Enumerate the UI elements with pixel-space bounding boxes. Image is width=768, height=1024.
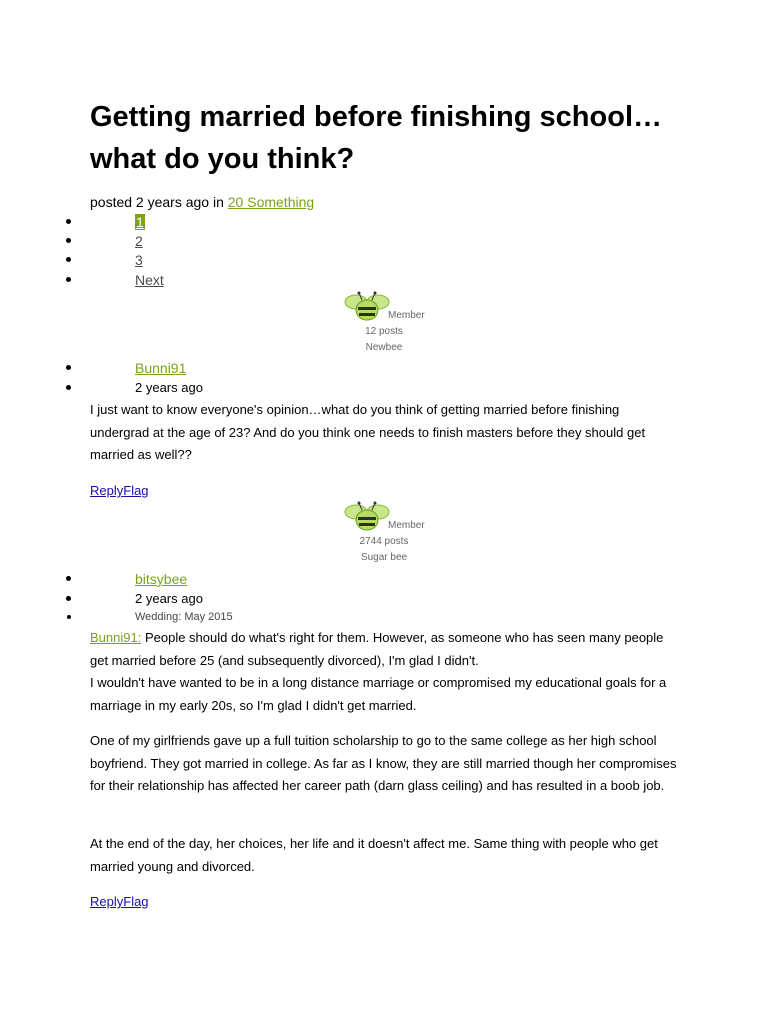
category-link[interactable]: 20 Something — [227, 194, 315, 210]
bullet-icon — [66, 257, 71, 262]
reply-actions — [90, 482, 149, 500]
author-card — [338, 500, 438, 570]
page-3-link[interactable]: 3 — [135, 252, 143, 268]
posted-prefix: posted 2 years ago in — [90, 194, 224, 210]
next-page-link[interactable]: Next — [135, 272, 164, 288]
reply-link[interactable]: Reply — [90, 483, 124, 498]
wedding-date: Wedding: May 2015 — [135, 611, 233, 623]
bullet-icon — [66, 238, 71, 243]
bullet-icon — [66, 365, 71, 370]
author-rank: Newbee — [365, 342, 403, 353]
bullet-icon — [66, 219, 71, 224]
author-post-count: 2744 posts — [359, 536, 409, 547]
meta-date-item — [0, 589, 768, 609]
pagination-item-1 — [0, 212, 768, 232]
pagination-item-3 — [0, 250, 768, 270]
author-card — [338, 290, 438, 360]
bullet-icon — [66, 277, 71, 282]
author-rank: Sugar bee — [360, 552, 408, 563]
thread-title: Getting married before finishing school… what do you think? — [90, 101, 662, 175]
meta-date-item — [0, 378, 768, 398]
quoted-username-link[interactable]: Bunni91: — [90, 630, 142, 645]
posted-info — [90, 192, 314, 212]
page-1-current[interactable]: 1 — [136, 214, 144, 230]
reply-body-paragraph-2: I wouldn't have wanted to be in a long distance marriage or compromised my educational goals for a marriage in my early 20s, so I'm glad I didn't get married. — [90, 675, 667, 713]
reply-link[interactable]: Reply — [90, 894, 124, 909]
reply-body-paragraph-1 — [90, 627, 680, 672]
author-role: Member — [388, 520, 425, 531]
reply-date: 2 years ago — [135, 380, 203, 395]
bee-icon[interactable] — [342, 500, 392, 534]
username-link[interactable]: bitsybee — [135, 571, 188, 587]
meta-username-item — [0, 358, 768, 378]
author-post-count: 12 posts — [365, 326, 403, 337]
username-link[interactable]: Bunni91 — [135, 360, 187, 376]
reply-body-paragraph-3: One of my girlfriends gave up a full tuition scholarship to go to the same college as her high school boyfriend. They got married in college. As far as I know, they are still married though her compromises for their relationship has affected her career path (darn glass ceiling) and has resulted in a boob job. — [90, 733, 677, 793]
bee-icon[interactable] — [342, 290, 392, 324]
author-role: Member — [388, 310, 425, 321]
bullet-icon — [67, 615, 71, 619]
meta-username-item — [0, 569, 768, 589]
reply-actions — [90, 893, 149, 911]
bullet-icon — [66, 576, 71, 581]
bullet-icon — [66, 385, 71, 390]
flag-link[interactable]: Flag — [123, 483, 149, 498]
pagination-item-next — [0, 270, 768, 290]
pagination-item-2 — [0, 231, 768, 251]
meta-wedding-item — [0, 607, 768, 627]
paragraph-text: People should do what's right for them. However, as someone who has seen many people get married before 25 (and subsequently divorced), I'm glad I didn't. — [90, 630, 664, 668]
flag-link[interactable]: Flag — [123, 894, 149, 909]
reply-body: I just want to know everyone's opinion…what do you think of getting married before finishing undergrad at the age of 23? And do you think one needs to finish masters before they should get married as well?? — [90, 402, 646, 462]
reply-body-paragraph-4: At the end of the day, her choices, her life and it doesn't affect me. Same thing with people who get married young and divorced. — [90, 836, 658, 874]
reply-date: 2 years ago — [135, 591, 203, 606]
page-2-link[interactable]: 2 — [135, 233, 143, 249]
bullet-icon — [66, 596, 71, 601]
